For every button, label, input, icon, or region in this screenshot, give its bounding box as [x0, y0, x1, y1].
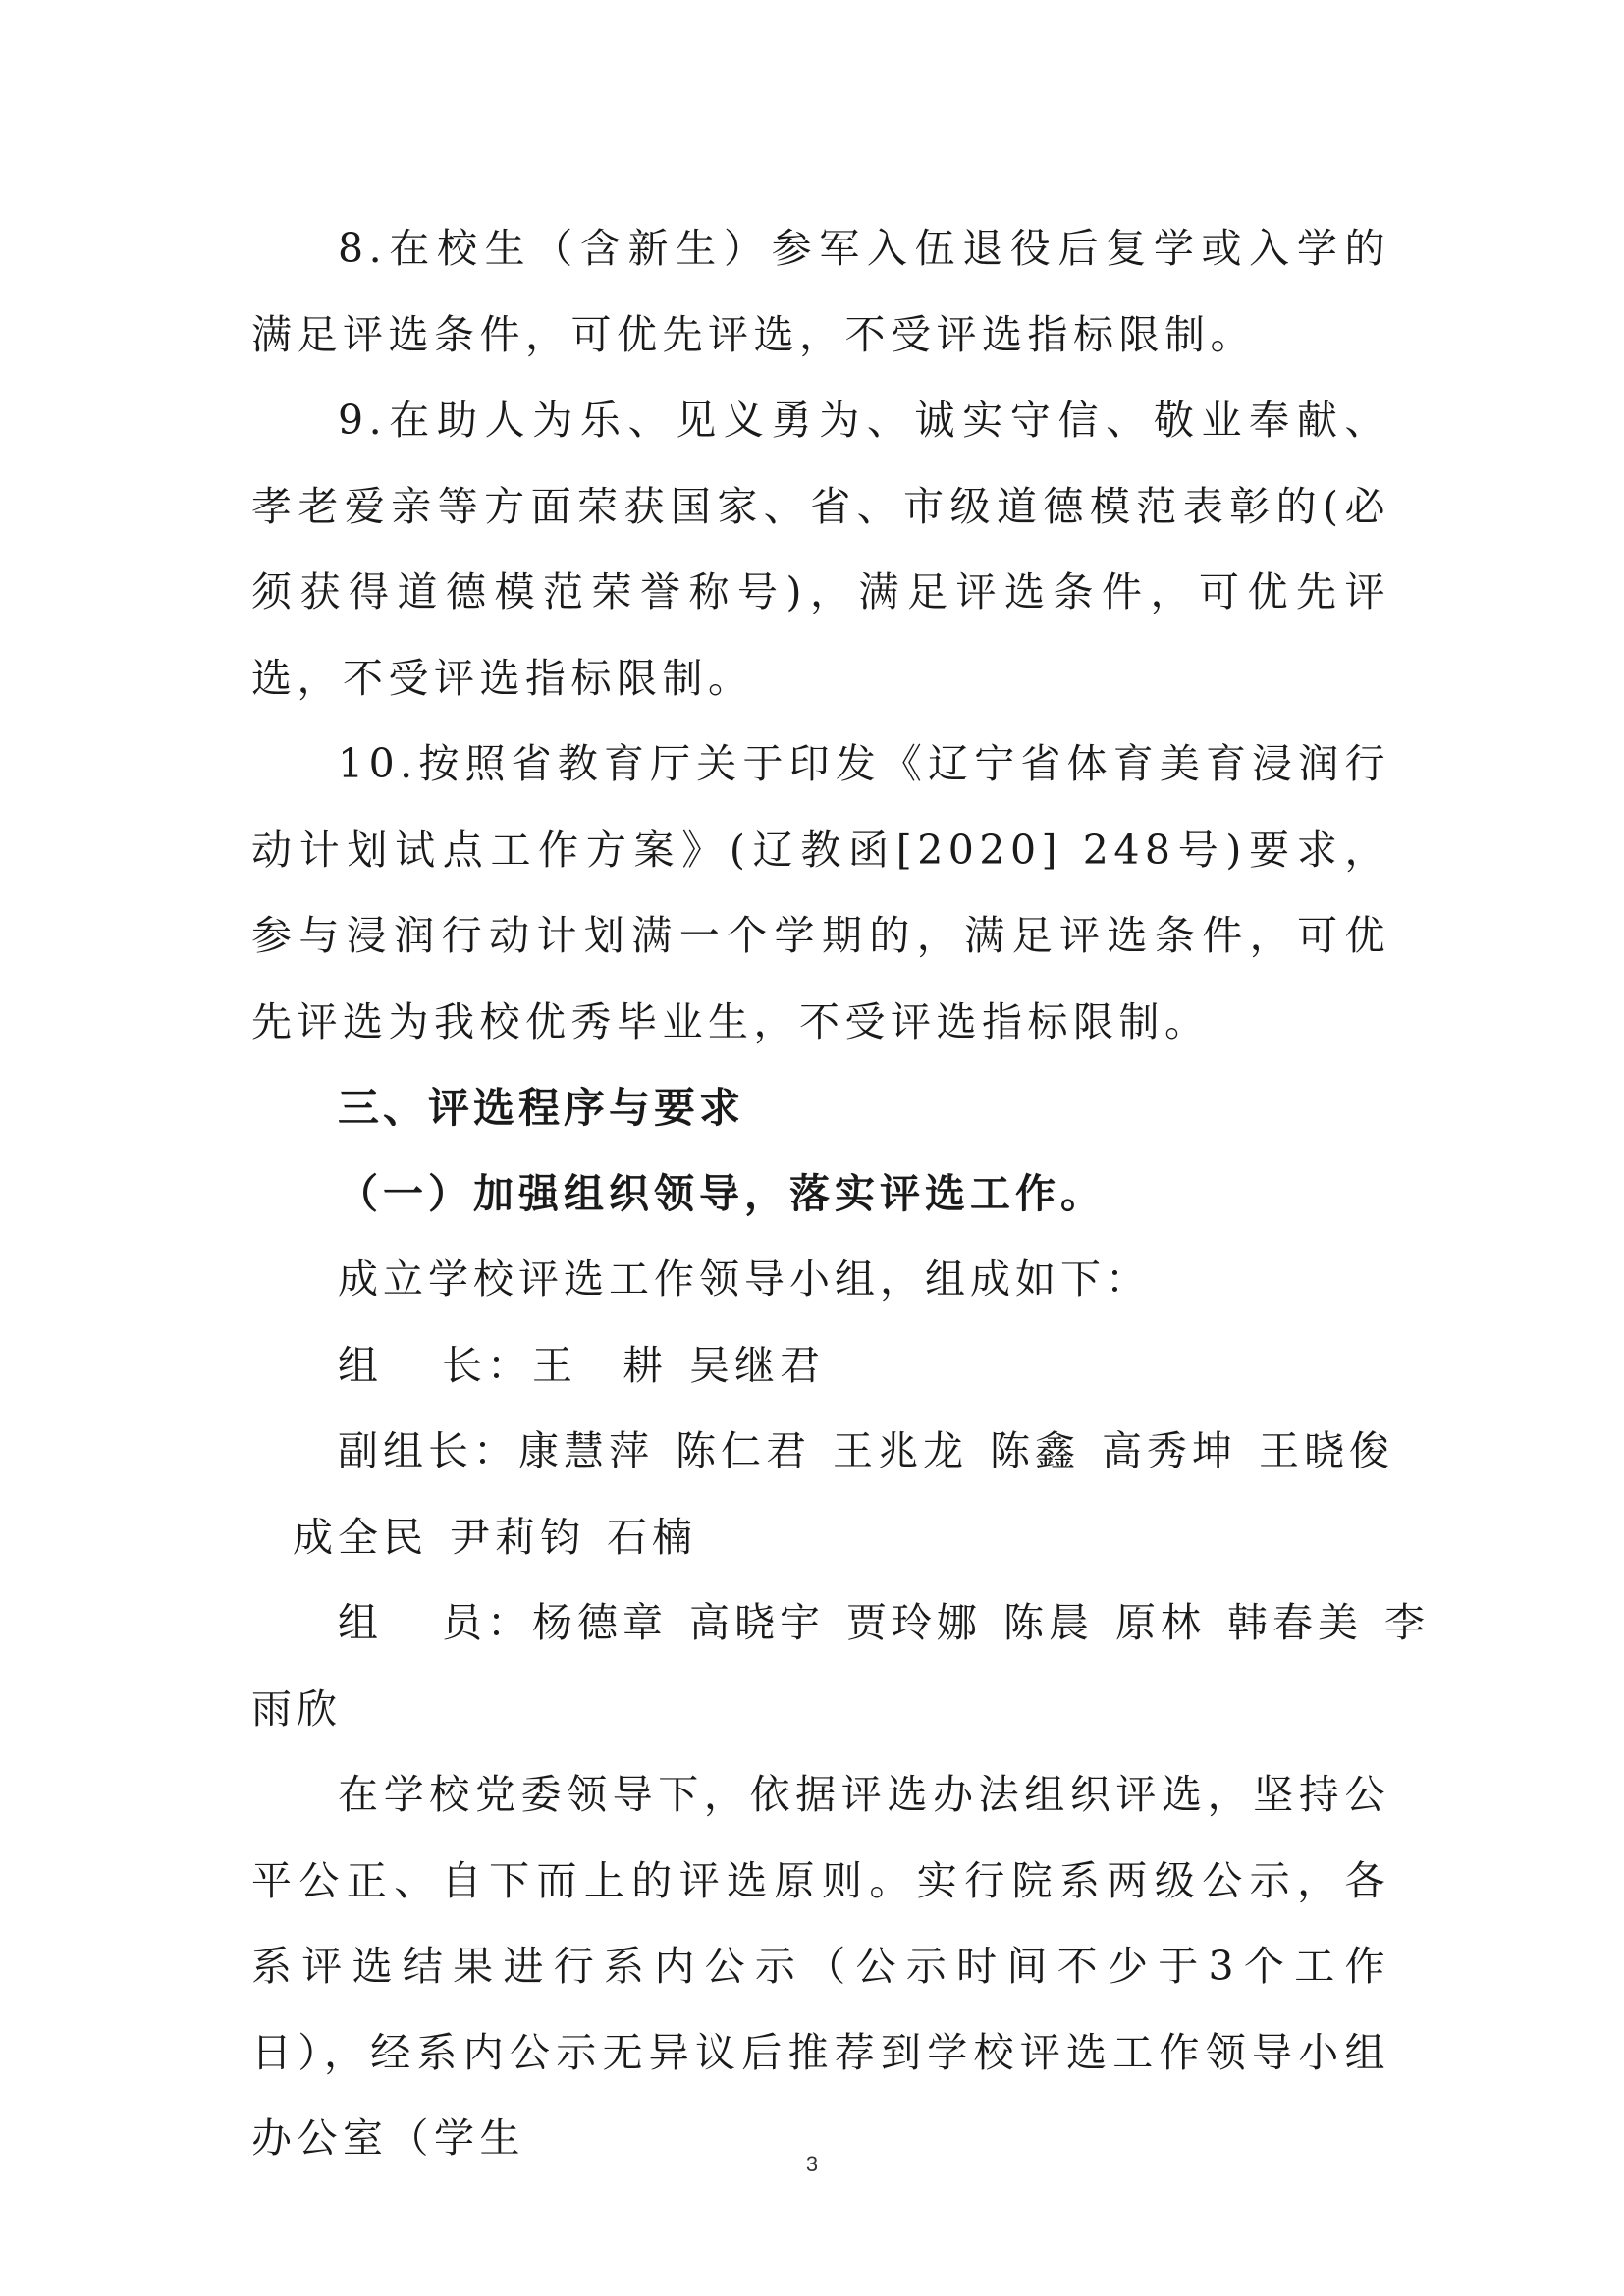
member-name: 杨德章: [532, 1599, 668, 1646]
deputy-name: 王晓俊: [1259, 1427, 1394, 1474]
members-line-2: [251, 1667, 1390, 1753]
deputy-name: 陈鑫: [990, 1427, 1080, 1474]
deputy-name: 石楠: [607, 1513, 697, 1561]
deputy-name: 高秀坤: [1102, 1427, 1237, 1474]
members-label-b: 员：: [442, 1599, 532, 1646]
list-item-9: 9.在助人为乐、见义勇为、诚实守信、敬业奉献、孝老爱亲等方面荣获国家、省、市级道德模范表彰的(必须获得道德模范荣誉称号)，满足评选条件，可优先评选，不受评选指标限制。: [251, 397, 1390, 702]
list-item-10: 10.按照省教育厅关于印发《辽宁省体育美育浸润行动计划试点工作方案》(辽教函[2020] 248号)要求，参与浸润行动计划满一个学期的，满足评选条件，可优先评选为我校优秀毕业生，不受评选指标限制。: [251, 740, 1390, 1045]
section-heading: 三、评选程序与要求: [338, 1084, 745, 1132]
member-name: 雨欣: [251, 1684, 342, 1733]
member-name: 陈晨: [1003, 1599, 1094, 1646]
list-item-8: 8.在校生（含新生）参军入伍退役后复学或入学的满足评选条件，可优先评选，不受评选指标限制。: [251, 225, 1390, 358]
leader-label-a: 组: [338, 1341, 383, 1389]
member-name: 原林: [1115, 1599, 1206, 1646]
deputy-name: 康慧萍: [518, 1427, 654, 1474]
deputy-label: 副组长：: [338, 1427, 518, 1474]
subsection-heading: （一）加强组织领导，落实评选工作。: [338, 1169, 1106, 1217]
member-name: 韩春美: [1227, 1599, 1363, 1646]
leader-name: 王 耕: [532, 1341, 668, 1389]
deputy-line-1: [251, 1409, 1394, 1495]
deputy-name: 尹莉钧: [450, 1513, 585, 1561]
document-body: [251, 206, 1430, 2182]
closing-paragraph: 在学校党委领导下，依据评选办法组织评选，坚持公平公正、自下而上的评选原则。实行院系两级公示，各系评选结果进行系内公示（公示时间不少于3个工作日），经系内公示无异议后推荐到学校评选工作领导小组办公室（学生: [251, 1771, 1390, 2162]
deputy-name: 王兆龙: [833, 1427, 968, 1474]
deputy-line-2: [251, 1495, 1390, 1581]
leader-line: [251, 1323, 1390, 1410]
group-intro: 成立学校评选工作领导小组，组成如下：: [338, 1255, 1151, 1303]
members-label-a: 组: [338, 1599, 383, 1646]
members-line-1: [251, 1580, 1430, 1667]
member-name: 李: [1384, 1599, 1430, 1646]
member-name: 贾玲娜: [846, 1599, 982, 1646]
leader-name: 吴继君: [689, 1341, 825, 1389]
leader-label-b: 长：: [442, 1341, 532, 1389]
deputy-name: 成全民: [293, 1513, 428, 1561]
page-number: 3: [805, 2152, 819, 2176]
deputy-name: 陈仁君: [676, 1427, 811, 1474]
member-name: 高晓宇: [689, 1599, 825, 1646]
